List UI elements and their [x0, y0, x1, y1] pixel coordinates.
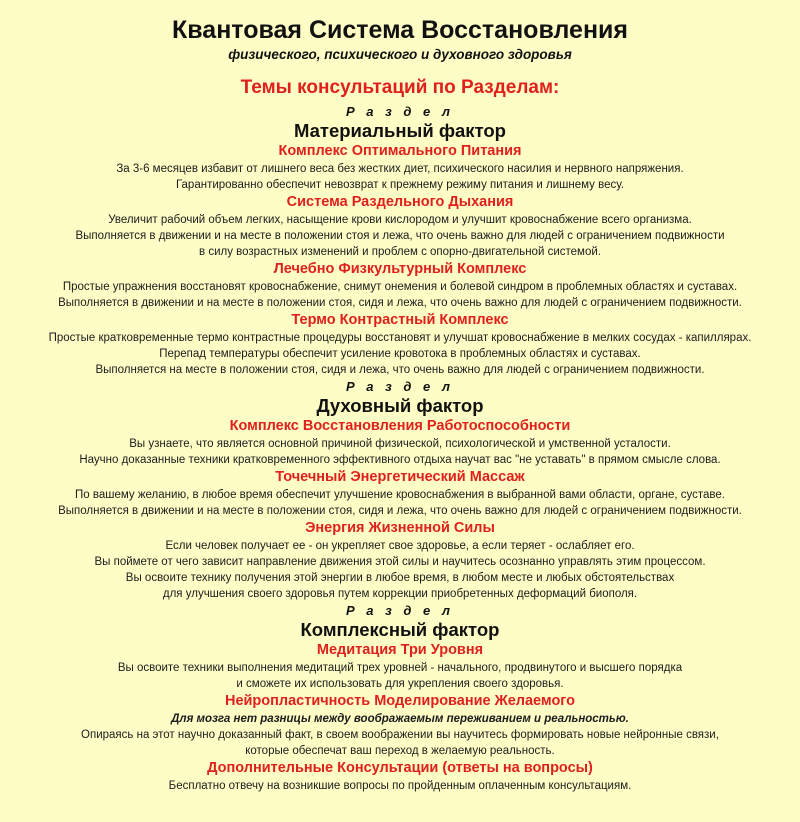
item-title: Лечебно Физкультурный Комплекс [273, 261, 527, 277]
item-text: в силу возрастных изменений и проблем с опорно-двигательной системой. [199, 246, 601, 258]
page-subtitle: физического, психического и духовного здоровья [228, 47, 572, 62]
sections-container [0, 103, 800, 794]
item-text: Выполняется в движении и на месте в положении стоя, сидя и лежа, что очень важно для людей с ограничением подвижности. [58, 297, 742, 309]
item-title: Термо Контрастный Комплекс [291, 312, 509, 328]
section-title: Духовный фактор [316, 395, 484, 416]
page-title: Квантовая Система Восстановления [172, 16, 628, 44]
section-label: Р а з д е л [346, 379, 454, 394]
item-title: Дополнительные Консультации (ответы на вопросы) [207, 760, 593, 776]
item-text: для улучшения своего здоровья путем коррекции приобретенных деформаций биополя. [162, 588, 638, 600]
item-text: По вашему желанию, в любое время обеспечит улучшение кровоснабжения в выбранной вами области, органе, суставе. [75, 489, 725, 501]
topics-heading: Темы консультаций по Разделам: [240, 77, 560, 98]
item-text: и сможете их использовать для укрепления своего здоровья. [236, 678, 564, 690]
item-emphasis: Для мозга нет разницы между воображаемым переживанием и реальностью. [171, 713, 629, 725]
item-text: Бесплатно отвечу на возникшие вопросы по пройденным оплаченным консультациям. [168, 780, 632, 792]
item-text: Выполняется в движении и на месте в положении стоя, сидя и лежа, что очень важно для людей с ограничением подвижности. [58, 505, 742, 517]
item-text: Вы узнаете, что является основной причиной физической, психологической и умственной усталости. [129, 438, 671, 450]
item-title: Комплекс Восстановления Работоспособности [229, 418, 571, 434]
item-text: Простые кратковременные термо контрастные процедуры восстановят и улучшат кровоснабжение в мелких сосудах - капиллярах. [48, 332, 752, 344]
section-complex [0, 602, 800, 794]
item-text: За 3-6 месяцев избавит от лишнего веса без жестких диет, психического насилия и нервного напряжения. [116, 163, 684, 175]
section-label: Р а з д е л [346, 104, 454, 119]
section-spiritual [0, 378, 800, 602]
item-text: Увеличит рабочий объем легких, насыщение крови кислородом и улучшит кровоснабжение всего организма. [108, 214, 692, 226]
item-title: Система Раздельного Дыхания [286, 194, 514, 210]
item-title: Нейропластичность Моделирование Желаемого [224, 693, 576, 709]
section-material [0, 103, 800, 378]
item-title: Точечный Энергетический Массаж [275, 469, 525, 485]
item-text: Простые упражнения восстановят кровоснабжение, снимут онемения и болевой синдром в проблемных областях и суставах. [62, 281, 738, 293]
item-title: Медитация Три Уровня [316, 642, 484, 658]
item-title: Комплекс Оптимального Питания [278, 143, 522, 159]
item-text: Перепад температуры обеспечит усиление кровотока в проблемных областях и суставах. [159, 348, 641, 360]
item-text: Опираясь на этот научно доказанный факт, в своем воображении вы научитесь формировать новые нейронные связи, [81, 729, 719, 741]
section-title: Материальный фактор [293, 120, 506, 141]
item-text: Гарантированно обеспечит невозврат к прежнему режиму питания и лишнему весу. [175, 179, 625, 191]
item-text: Вы освоите техники выполнения медитаций трех уровней - начального, продвинутого и высшего порядка [117, 662, 683, 674]
item-title: Энергия Жизненной Силы [305, 520, 495, 536]
item-text: Вы поймете от чего зависит направление движения этой силы и научитесь осознанно управлять этим процессом. [94, 556, 706, 568]
item-text: Вы освоите технику получения этой энергии в любое время, в любом месте и любых обстоятельствах [125, 572, 675, 584]
item-text: Выполняется в движении и на месте в положении стоя и лежа, что очень важно для людей с ограничением подвижности [75, 230, 725, 242]
item-text: Научно доказанные техники кратковременного эффективного отдыха научат вас "не уставать" в прямом смысле слова. [79, 454, 721, 466]
section-title: Комплексный фактор [300, 619, 500, 640]
section-label: Р а з д е л [346, 603, 454, 618]
item-text: Выполняется на месте в положении стоя, сидя и лежа, что очень важно для людей с ограничением подвижности. [95, 364, 705, 376]
item-text: которые обеспечат ваш переход в желаемую реальность. [245, 745, 555, 757]
item-text: Если человек получает ее - он укрепляет свое здоровье, а если теряет - ослабляет его. [165, 540, 635, 552]
